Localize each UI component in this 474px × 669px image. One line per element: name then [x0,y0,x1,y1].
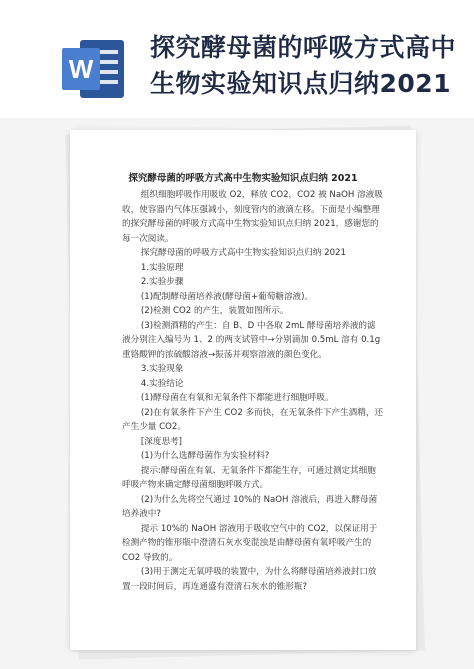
paragraph: (1)配制酵母菌培养液(酵母菌+葡萄糖溶液)。 [140,291,314,302]
word-icon-letter: W [68,54,94,84]
paragraph: (3)检测酒精的产生：自 B、D 中各取 2mL 酵母菌培养液的滤液分别注入编号为 1、2 的两支试管中→分别滴加 0.5mL 溶有 0.1g 重铬酸钾的浓硫酸溶液→振荡并观察溶液的颜色变化。 [122,320,381,360]
document-body [122,188,384,594]
paragraph: 1.实验原理 [140,262,184,273]
paragraph: 组织细胞呼吸作用吸收 O2，释放 CO2，CO2 被 NaOH 溶液吸收，使容器内气体压强减小，刻度管内的液滴左移。下面是小编整理的探究酵母菌的呼吸方式高中生物实验知识点归纳 2021，感谢您的每一次阅读。 [122,190,383,244]
paragraph: 3.实验现象 [140,364,184,374]
paragraph: 提示:酵母菌在有氧、无氧条件下都能生存，可通过测定其细胞呼吸产物来确定酵母菌细胞呼吸方式。 [122,465,376,490]
page-title: 探究酵母菌的呼吸方式高中生物实验知识点归纳2021 [150,33,457,98]
paragraph: 提示 10%的 NaOH 溶液用于吸收空气中的 CO2，以保证用于检测产物的锥形瓶中澄清石灰水变混浊是由酵母菌有氧呼吸产生的 CO2 导致的。 [122,523,378,563]
paragraph: 2.实验步骤 [140,277,184,287]
paragraph: (2)在有氧条件下产生 CO2 多而快，在无氧条件下产生酒精，还产生少量 CO2。 [122,407,384,432]
paragraph: 探究酵母菌的呼吸方式高中生物实验知识点归纳 2021 [140,248,346,258]
paragraph: (1)为什么选酵母菌作为实验材料? [140,451,270,461]
header [0,0,474,125]
document-title: 探究酵母菌的呼吸方式高中生物实验知识点归纳 2021 [128,173,358,184]
paragraph: (2)为什么先将空气通过 10%的 NaOH 溶液后，再进入酵母菌培养液中? [122,494,378,519]
paragraph: (1)酵母菌在有氧和无氧条件下都能进行细胞呼吸。 [140,393,334,403]
document-page [70,130,416,650]
word-document-icon [58,34,128,104]
paragraph: 4.实验结论 [140,378,184,389]
paragraph: (3)用于测定无氧呼吸的装置中，为什么将酵母菌培养液封口放置一段时间后，再连通盛有澄清石灰水的锥形瓶? [122,567,377,592]
paragraph: (2)检测 CO2 的产生，装置如图所示。 [140,306,289,316]
paragraph: [深度思考] [140,436,182,447]
